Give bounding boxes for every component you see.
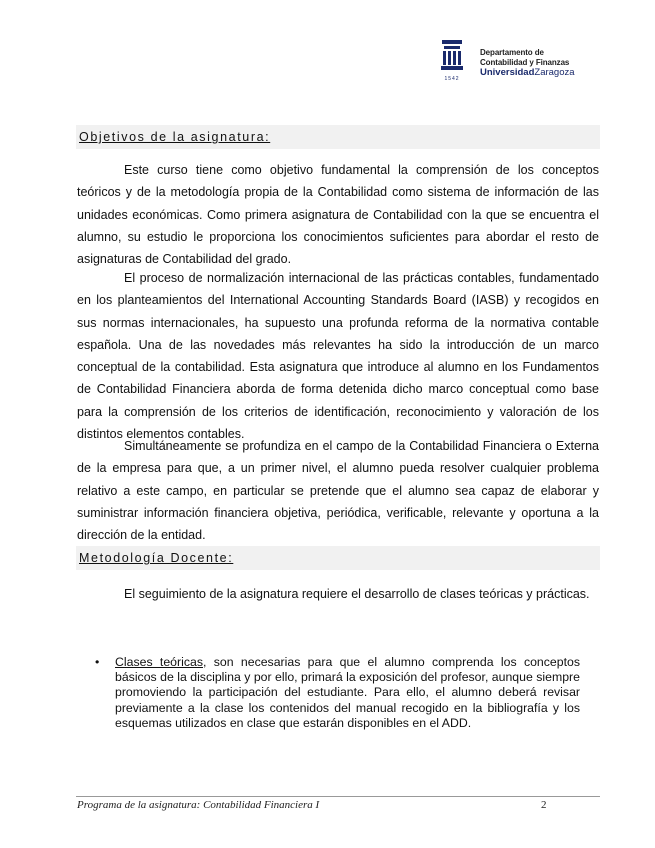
section-title-metodologia: Metodología Docente: (79, 551, 234, 565)
logo-univ-light: Zaragoza (534, 67, 575, 78)
footer-divider (76, 796, 600, 797)
section-metodologia (76, 546, 600, 570)
logo-univ-bold: Universidad (480, 67, 535, 78)
paragraph-4: El seguimiento de la asignatura requiere el desarrollo de clases teóricas y prácticas. (124, 587, 590, 601)
section-objetivos (76, 125, 600, 149)
page-number: 2 (541, 799, 547, 811)
bullet-body: , son necesarias para que el alumno comprenda los conceptos básicos de la disciplina y por ello, primará la exposición del profesor, aunque siempre promoviendo la participación del estudiante. Para ello, el alumno deberá revisar previamente a la clase los contenidos del manual recogido en la bibliografía y los esquemas utilizados en clase que estarán disponibles en el ADD. (115, 655, 580, 730)
logo-line-1: Departamento de (480, 48, 544, 57)
logo-line-2: Contabilidad y Finanzas (480, 58, 570, 67)
university-crest-icon (440, 40, 464, 82)
bullet-marker: • (95, 655, 100, 669)
paragraph-1: Este curso tiene como objetivo fundamental la comprensión de los conceptos teóricos y de la metodología propia de la Contabilidad como sistema de información de las unidades económicas. Como primera asignatura de Contabilidad con la que se encuentra el alumno, su estudio le proporciona los conocimientos suficientes para abordar el resto de asignaturas de Contabilidad del grado. (77, 163, 599, 267)
footer-title: Programa de la asignatura: Contabilidad Financiera I (77, 799, 320, 811)
paragraph-3: Simultáneamente se profundiza en el campo de la Contabilidad Financiera o Externa de la empresa para que, a un primer nivel, el alumno pueda resolver cualquier problema relativo a este campo, en particular se pretende que el alumno sea capaz de elaborar y suministrar información financiera objetiva, periódica, verificable, relevante y oportuna a la dirección de la entidad. (77, 439, 599, 543)
logo-year: 1542 (444, 76, 460, 82)
logo-university (480, 68, 575, 78)
bullet-term: Clases teóricas (115, 655, 203, 669)
bullet-text (115, 655, 580, 731)
university-logo (440, 40, 590, 84)
logo-text (480, 48, 575, 78)
paragraph-2: El proceso de normalización internacional de las prácticas contables, fundamentado en los planteamientos del International Accounting Standards Board (IASB) y recogidos en sus normas internacionales, ha supuesto una profunda reforma de la normativa contable española. Una de las novedades más relevantes ha sido la introducción de un marco conceptual de la contabilidad. Esta asignatura que introduce al alumno en los Fundamentos de Contabilidad Financiera aborda de forma detenida dicho marco conceptual como base para la comprensión de los criterios de identificación, reconocimiento y valoración de los distintos elementos contables. (77, 271, 599, 442)
section-title-objetivos: Objetivos de la asignatura: (79, 130, 271, 144)
